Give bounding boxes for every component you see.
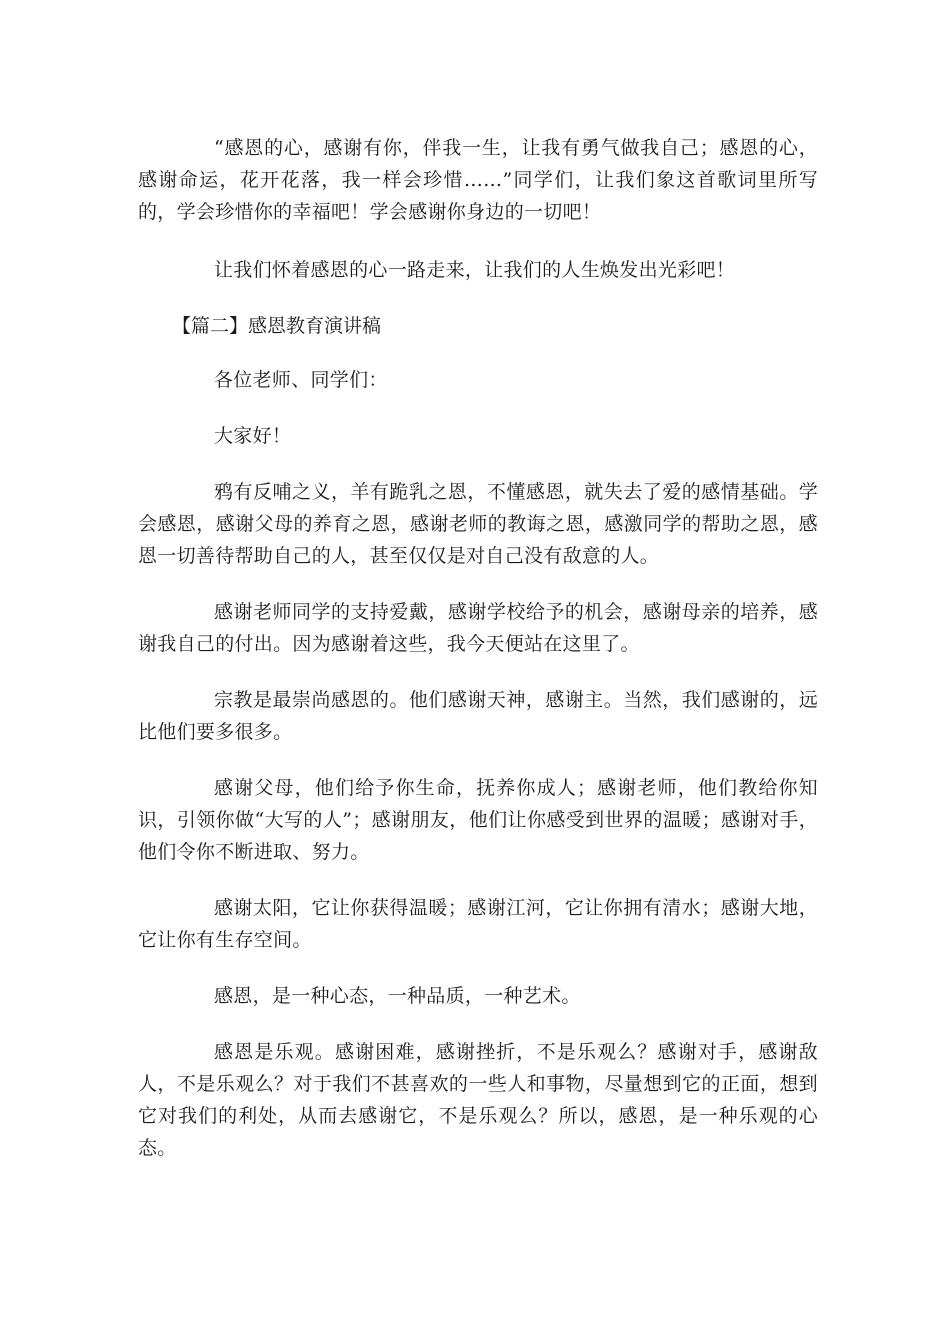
paragraph-religion: 宗教是最崇尚感恩的。他们感谢天神，感谢主。当然，我们感谢的，远比他们要多很多。	[138, 689, 818, 743]
paragraph-closing: 让我们怀着感恩的心一路走来，让我们的人生焕发出光彩吧！	[214, 259, 736, 281]
paragraph-salutation: 各位老师、同学们：	[214, 369, 388, 391]
paragraph-gratitude-basis: 鸦有反哺之义，羊有跪乳之恩，不懂感恩，就失去了爱的感情基础。学会感恩，感谢父母的养育之恩，感谢老师的教诲之恩，感激同学的帮助之恩，感恩一切善待帮助自己的人，甚至仅仅是对自己没有敌意的人。	[138, 481, 818, 567]
paragraph-song-lyrics: “感恩的心，感谢有你，伴我一生，让我有勇气做我自己；感恩的心，感谢命运，花开花落，我一样会珍惜……”同学们，让我们象这首歌词里所写的，学会珍惜你的幸福吧！学会感谢你身边的一切吧！	[138, 137, 818, 223]
paragraph-thanks-teachers: 感谢老师同学的支持爱戴，感谢学校给予的机会，感谢母亲的培养，感谢我自己的付出。因为感谢着这些，我今天便站在这里了。	[138, 601, 818, 655]
paragraph-thanks-nature: 感谢太阳，它让你获得温暖；感谢江河，它让你拥有清水；感谢大地，它让你有生存空间。	[138, 897, 818, 951]
paragraph-greeting: 大家好！	[214, 425, 292, 447]
paragraph-thanks-parents: 感谢父母，他们给予你生命，抚养你成人；感谢老师，他们教给你知识，引领你做“大写的人”；感谢朋友，他们让你感受到世界的温暖；感谢对手，他们令你不断进取、努力。	[138, 777, 818, 863]
paragraph-gratitude-definition: 感恩，是一种心态，一种品质，一种艺术。	[214, 985, 581, 1007]
paragraph-optimism: 感恩是乐观。感谢困难，感谢挫折，不是乐观么？感谢对手，感谢敌人，不是乐观么？对于我们不甚喜欢的一些人和事物，尽量想到它的正面，想到它对我们的利处，从而去感谢它，不是乐观么？所以，感恩，是一种乐观的心态。	[138, 1041, 818, 1159]
section-heading: 【篇二】感恩教育演讲稿	[172, 315, 382, 337]
